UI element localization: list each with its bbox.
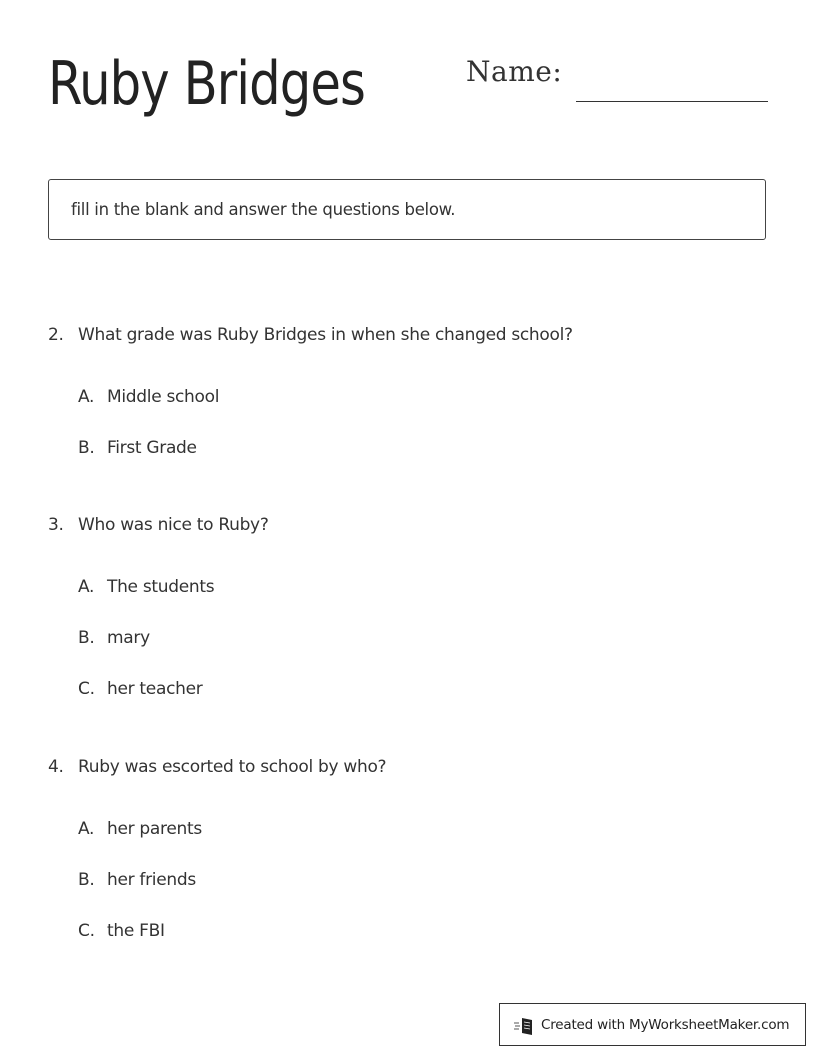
question-number: 4. — [48, 757, 64, 777]
option-text: her teacher — [107, 679, 203, 699]
instructions-box — [48, 179, 766, 240]
worksheet-logo-icon — [514, 1015, 534, 1035]
option-letter: C. — [78, 921, 95, 941]
instructions-text: fill in the blank and answer the questions below. — [71, 200, 456, 219]
question-number: 3. — [48, 515, 64, 535]
name-label: Name: — [466, 55, 563, 88]
question-text: Who was nice to Ruby? — [78, 515, 269, 535]
option-letter: A. — [78, 819, 95, 839]
name-field-line[interactable] — [576, 101, 768, 102]
worksheet-title: Ruby Bridges — [48, 49, 365, 119]
option-text: Middle school — [107, 387, 220, 407]
option-text: mary — [107, 628, 150, 648]
option-letter: C. — [78, 679, 95, 699]
option-text: The students — [107, 577, 215, 597]
option-letter: A. — [78, 577, 95, 597]
option-letter: B. — [78, 438, 95, 458]
question-number: 2. — [48, 325, 64, 345]
option-letter: B. — [78, 870, 95, 890]
option-text: the FBI — [107, 921, 165, 941]
option-text: her parents — [107, 819, 202, 839]
option-text: her friends — [107, 870, 196, 890]
created-with-badge[interactable] — [499, 1003, 806, 1046]
option-letter: A. — [78, 387, 95, 407]
question-text: What grade was Ruby Bridges in when she changed school? — [78, 325, 573, 345]
option-letter: B. — [78, 628, 95, 648]
footer-label: Created with MyWorksheetMaker.com — [541, 1016, 790, 1033]
option-text: First Grade — [107, 438, 197, 458]
question-text: Ruby was escorted to school by who? — [78, 757, 387, 777]
